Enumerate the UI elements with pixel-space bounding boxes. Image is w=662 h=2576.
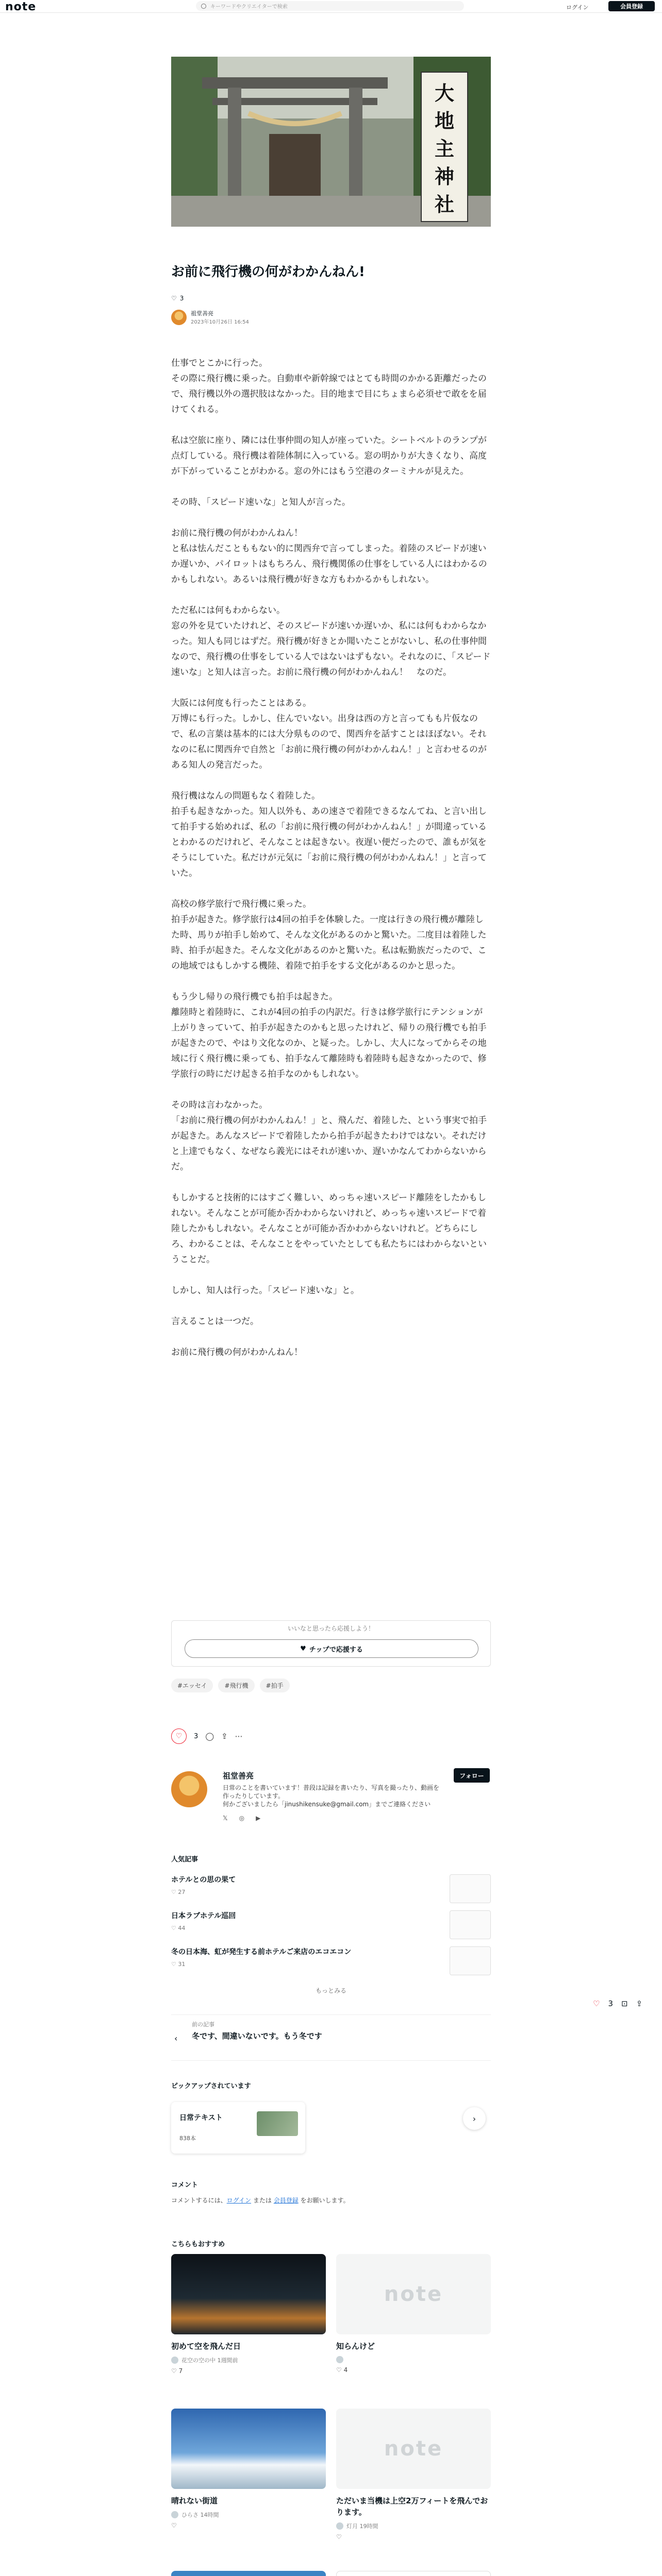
paragraph: お前に飛行機の何がわかんねん！ [171,1347,303,1358]
paragraph: 仕事でとこかに行った。 その際に飛行機に乗った。自動車や新幹線ではとても時間のかかる距離だったので、飛行機以外の選択肢はなかった。目的地まで目にちょまら必須せで敢をを届けてくれる。 [171,358,487,415]
action-bar [171,1728,243,1744]
heart-icon: ♡ [171,1889,178,1895]
pickup-card-title: 日常テキスト [179,2114,223,2122]
card-image [171,2571,326,2576]
previous-article-label: 前の記事 [192,2021,214,2028]
follow-button[interactable]: フォロー [454,1768,490,1783]
x-icon[interactable]: 𝕏 [223,1815,228,1822]
popular-item-likes: 44 [178,1925,186,1931]
paragraph: もしかすると技術的にはすごく難しい、めっちゃ速いスピード離陸をしたかもしれない。そんなことが可能か否かわからないけれど、めっちゃ速いスピードで着陸したかもしれない。そんなことが可能か否かわからないけれど。どちらにしろ、わかることは、そんなことをやっていたとしても私たちにはわからないということだ。 [171,1193,487,1265]
tip-button[interactable] [185,1639,478,1658]
card-title: 初めて空を飛んだ日 [171,2342,241,2351]
card-likes-row [336,2366,491,2374]
card-image [336,2571,491,2576]
comment-icon[interactable]: ◯ [205,1732,214,1741]
popular-item-likes: 31 [178,1961,186,1968]
card-title: ただいま当機は上空2万フィートを飛んでおります。 [336,2496,488,2517]
comment-signup-link[interactable]: 会員登録 [273,2197,299,2204]
hero-image [171,57,491,227]
comment-text-suffix: をお願いします。 [298,2197,350,2204]
creator-avatar [336,2356,343,2363]
shrine-sign-text: 大地主神社 [434,81,454,216]
creator-avatar [171,2357,178,2364]
popular-item-title: 日本ラブホテル巡回 [171,1912,236,1920]
chevron-left-icon: ‹ [174,2033,178,2043]
heart-icon[interactable]: ♡ [336,2366,344,2374]
card-meta [336,2356,491,2363]
floating-heart-icon[interactable]: ♡ [593,1999,600,2008]
card-likes: 7 [178,2367,183,2375]
floating-like-count: 3 [608,1999,613,2008]
paragraph: 飛行機はなんの問題もなく着陸した。 拍手も起きなかった。知人以外も、あの速さで着陸できるなんてね、と言い出して拍手する始めれば、私の「お前に飛行機の何がわかんねん！」が間違っているとわかるのだけれど、そんなことは起きない。夜遅い便だったので、誰もが気をそうにしていた。私だけが元気に「お前に飛行機の何がわかんねん！」と言っていた。 [171,791,487,878]
comment-prompt [171,2196,350,2205]
top-header [0,0,662,13]
post-date: 2023年10月26日 16:54 [191,319,249,325]
title-like-count: 3 [179,295,184,302]
recommend-card[interactable] [171,2409,326,2563]
heart-icon: ♡ [171,1925,178,1931]
hashtag[interactable]: #飛行機 [218,1679,254,1692]
article-body [171,355,491,1360]
popular-item-thumbnail [450,1910,491,1939]
paragraph: しかし、知人は行った。「スピード速いな」と。 [171,1285,359,1296]
author-name[interactable]: 祖堂善亮 [191,310,213,317]
profile-bio: 日常のことを書いています！普段は記録を書いたり、写真を撮ったり、動画を作ったりしています。 何かございましたら「jinushikensuke@gmail.com」までご連絡ください [223,1784,440,1808]
placeholder-logo: note [384,2282,443,2306]
author-avatar[interactable] [171,310,187,325]
heart-icon[interactable]: ♡ [171,2367,179,2375]
floating-share-icon[interactable]: ⇪ [636,1999,643,2008]
card-meta [171,2511,326,2519]
more-link[interactable]: もっとみる [315,1987,346,1994]
social-links [223,1815,260,1822]
popular-item-title: ホテルとの思の果て [171,1876,236,1884]
pickup-card-image [257,2111,298,2136]
signup-button[interactable]: 会員登録 [608,1,655,11]
recommend-card[interactable] [336,2254,491,2409]
popular-item-title: 冬の日本海、虹が発生する前ホテルご来店のエコエコン [171,1948,352,1956]
popular-item-thumbnail [450,1946,491,1975]
card-likes: 4 [343,2366,348,2374]
support-box [171,1620,491,1667]
popular-item[interactable] [171,1910,491,1941]
author-line [171,309,491,325]
popular-item[interactable] [171,1874,491,1905]
card-likes-row [336,2533,491,2540]
card-meta [171,2356,326,2364]
card-title: 知らんけど [336,2342,375,2351]
popular-item-thumbnail [450,1874,491,1903]
recommend-card[interactable] [336,2409,491,2563]
login-link[interactable]: ログイン [566,4,589,11]
comment-text-prefix: コメントするには、 [171,2197,227,2204]
tip-button-label: チップで応援する [309,1646,363,1654]
author-profile [171,1767,491,1824]
placeholder-logo: note [384,2437,443,2461]
paragraph: ただ私には何もわからない。 窓の外を見ていたけれど、そのスピードが速いか遅いか、私には何もわからなかった。知人も同じはずだ。飛行機が好きとか聞いたことがないし、私の仕事仲間なので、飛行機の仕事をしている人ではないはずもない。それなのに、「スピード速いな」と知人は言った。お前に飛行機の何がわかんねん！ なのだ。 [171,605,491,677]
paragraph: その時は言わなかった。 「お前に飛行機の何がわかんねん！」と、飛んだ、着陸した、という事実で拍手が起きた。あんなスピードで着陸したから拍手が起きたわけではない。それだけと上達でもなく、なぜなら義光にはそれが速いか、遅いかなんてわからないからだ。 [171,1100,487,1172]
profile-avatar[interactable] [171,1771,207,1807]
comment-heading: コメント [171,2181,198,2189]
card-image [171,2409,326,2489]
paragraph: 言えることは一つだ。 [171,1316,259,1327]
recommend-card[interactable] [171,2571,326,2576]
card-image-placeholder [336,2254,491,2334]
card-likes-row [171,2522,326,2529]
previous-article[interactable] [171,2014,491,2061]
hashtag-list [171,1679,290,1692]
paragraph: その時、「スピード速いな」と知人が言った。 [171,497,351,507]
chevron-right-icon[interactable]: › [463,2107,486,2130]
like-count: 3 [194,1732,198,1740]
search-box[interactable] [196,1,464,11]
floating-bookmark-icon[interactable]: ⊡ [621,1999,628,2008]
pickup-card[interactable] [171,2102,305,2154]
paragraph: 高校の修学旅行で飛行機に乗った。 拍手が起きた。修学旅行は4回の拍手を体験した。一度は行きの飛行機が離陸した時、馬りが拍手し始めて、そんな文化があるのかと驚いた。二度目は着陸した時、拍手が起きた。そんな文化があるのかと驚いた。私は転勤族だったので、この地域ではもしかする機陸、着陸で拍手をする文化があるのかと思った。 [171,899,487,971]
instagram-icon[interactable]: ◎ [239,1815,245,1822]
popular-item-likes-row [171,1889,491,1895]
article-title: お前に飛行機の何がわかんねん! [171,264,365,280]
youtube-icon[interactable]: ▶ [256,1815,261,1822]
pickup-card-meta: 838本 [179,2135,196,2142]
heart-icon[interactable]: ♡ [171,295,177,302]
card-likes-row [171,2367,326,2375]
card-meta-text: 灯月 19時間 [346,2523,378,2530]
heart-icon[interactable]: ♡ [336,2533,342,2540]
hashtag[interactable]: #エッセイ [171,1679,213,1692]
popular-heading: 人気記事 [171,1856,198,1863]
pickup-heading: ピックアップされています [171,2082,251,2090]
popular-item-likes-row [171,1925,491,1931]
card-image [171,2254,326,2334]
floating-action-bar [593,1999,642,2008]
search-icon [201,4,206,9]
recommend-heading: こちらもおすすめ [171,2241,225,2248]
comment-text-mid: または [251,2197,274,2204]
note-logo[interactable]: note [5,1,37,13]
popular-item[interactable] [171,1946,491,1977]
profile-name[interactable]: 祖堂善亮 [223,1771,254,1781]
hashtag[interactable]: #拍手 [260,1679,290,1692]
title-like-row [171,295,491,302]
card-meta [336,2522,491,2530]
paragraph: 私は空旅に座り、隣には仕事仲間の知人が座っていた。シートベルトのランプが点灯している。飛行機は着陸体制に入っている。窓の明かりが大きくなり、高度が下がっていることがわかる。窓の外にはもう空港のターミナルが見えた。 [171,435,487,477]
creator-avatar [171,2511,178,2518]
search-placeholder: キーワードやクリエイターで検索 [210,4,288,10]
recommend-card[interactable] [171,2254,326,2409]
like-heart-icon[interactable]: ♡ [171,1728,187,1744]
support-label: いいなと思ったら応援しよう！ [287,1625,374,1632]
previous-article-title: 冬です、間違いないです。もう冬です [192,2031,322,2041]
heart-icon: ♡ [171,1961,178,1968]
paragraph: もう少し帰りの飛行機でも拍手は起きた。 離陸時と着陸時に、これが4回の拍手の内訳だ。行きは修学旅行にテンションが上がりきっていて、拍手が起きたのかもと思ったけれど、帰りの飛行機でも拍手が起きたので、やはり文化なのか、と疑った。しかし、大人になってからその地域に行く飛行機に乗っても、拍手なんて離陸時も着陸時も起きなかったので、修学旅行の時にだけ起きる拍手なのかもしれない。 [171,992,487,1079]
popular-item-likes-row [171,1961,491,1968]
card-meta-text: 花空の空の中 1週間前 [181,2357,238,2364]
card-image-placeholder [336,2409,491,2489]
paragraph: 大阪には何度も行ったことはある。 万博にも行った。しかし、住んでいない。出身は西の方と言ってもも片仮なので、私の言葉は基本的には大分県ものので、関西弁を話すことはほぼない。それなのに私に関西弁で自然と「お前に飛行機の何がわかんねん！」と言わせるのがある知人の発言だった。 [171,698,487,770]
card-title: 晴れない街道 [171,2496,218,2505]
creator-avatar [336,2522,343,2530]
tip-icon: ♥ [300,1645,306,1653]
recommend-card[interactable] [336,2571,491,2576]
heart-icon[interactable]: ♡ [171,2522,177,2529]
popular-item-likes: 27 [178,1889,186,1895]
more-icon[interactable]: ⋯ [235,1732,243,1741]
comment-login-link[interactable]: ログイン [226,2197,252,2204]
paragraph: お前に飛行機の何がわかんねん！ と私は怯んだことももない的に関西弁で言ってしまった。着陸のスピードが速いか遅いか、パイロットはもちろん、飛行機関係の仕事をしている人にはわかるのかもしれない。あるいは飛行機が好きな方もわかるかもしれない。 [171,528,487,585]
card-meta-text: ひらさ 14時間 [181,2512,219,2518]
share-icon[interactable]: ⇪ [221,1732,228,1741]
